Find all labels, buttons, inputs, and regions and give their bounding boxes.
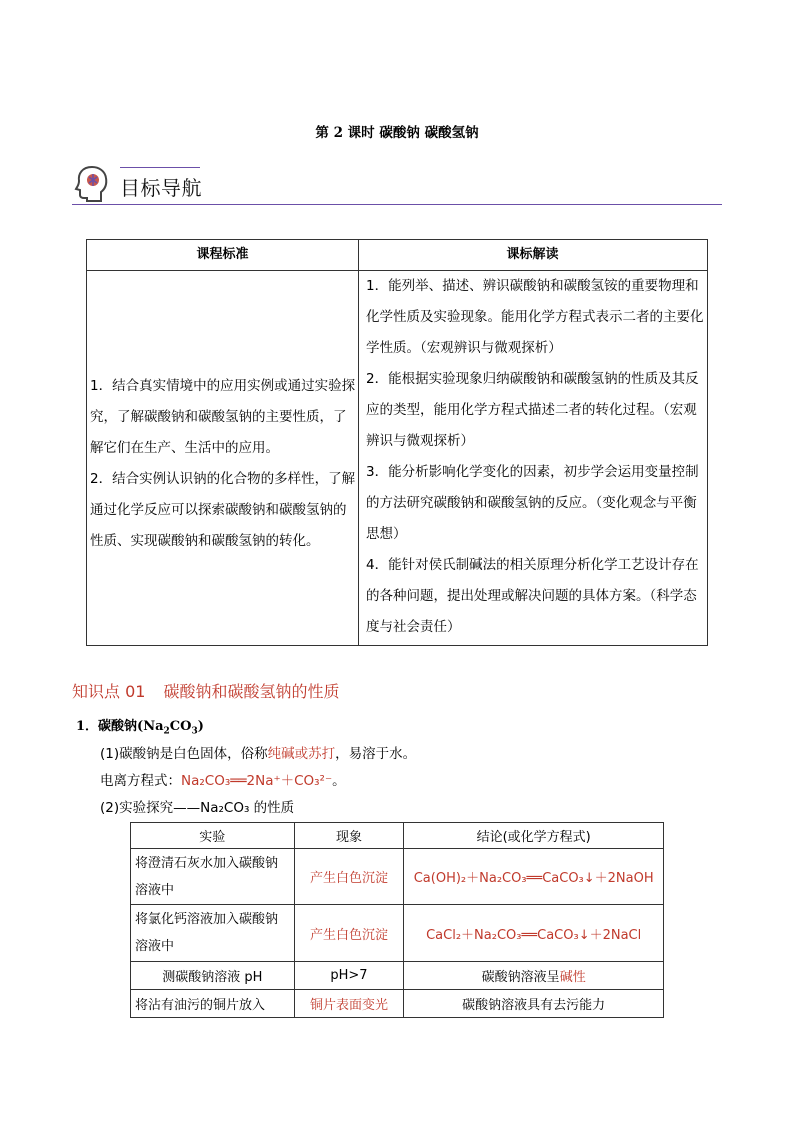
observation-cell: pH>7 bbox=[294, 961, 404, 989]
standard-item: 1．结合真实情境中的应用实例或通过实验探究，了解碳酸钠和碳酸氢钠的主要性质，了解它们在生产、生活中的应用。 bbox=[90, 378, 356, 456]
experiment-cell: 将氯化钙溶液加入碳酸钠溶液中 bbox=[131, 905, 295, 961]
experiment-cell: 将澄清石灰水加入碳酸钠溶液中 bbox=[131, 849, 295, 905]
knowledge-point-heading bbox=[72, 679, 339, 702]
header-cell: 结论(或化学方程式) bbox=[404, 823, 664, 849]
standard-item: 2．结合实例认识钠的化合物的多样性，了解通过化学反应可以探索碳酸钠和碳酸氢钠的性质、实现碳酸钠和碳酸氢钠的转化。 bbox=[90, 471, 356, 549]
knowledge-point-number: 知识点 01 bbox=[72, 682, 146, 701]
section-heading: 目标导航 bbox=[120, 176, 202, 200]
experiment-table bbox=[130, 822, 664, 1018]
paragraph-1: (1)碳酸钠是白色固体，俗称纯碱或苏打，易溶于水。 bbox=[100, 746, 417, 762]
section-header bbox=[72, 162, 724, 208]
conclusion-cell: 碳酸钠溶液具有去污能力 bbox=[404, 989, 664, 1017]
item-heading: 1．碳酸钠$(Na_2CO_3)$ bbox=[76, 719, 204, 737]
table-header-row bbox=[131, 823, 664, 849]
interpretation-item: 3．能分析影响化学变化的因素，初步学会运用变量控制的方法研究碳酸钠和碳酸氢钠的反应。（变化观念与平衡思想） bbox=[366, 464, 699, 542]
standards-text bbox=[90, 371, 356, 557]
conclusion-cell: 碳酸钠溶液呈碱性 bbox=[404, 961, 664, 989]
experiment-cell: 测碳酸钠溶液 pH bbox=[131, 961, 295, 989]
page-title: 第 2 课时 碳酸钠 碳酸氢钠 bbox=[315, 125, 479, 141]
header-cell: 实验 bbox=[131, 823, 295, 849]
paragraph-2: 电离方程式：Na₂CO₃══2Na⁺＋CO₃²⁻。 bbox=[100, 773, 346, 789]
observation-cell: 产生白色沉淀 bbox=[294, 849, 404, 905]
interpretation-item: 1．能列举、描述、辨识碳酸钠和碳酸氢铵的重要物理和化学性质及实验现象。能用化学方程式表示二者的主要化学性质。（宏观辨识与微观探析） bbox=[366, 278, 704, 356]
conclusion-cell: CaCl₂＋Na₂CO₃══CaCO₃↓＋2NaCl bbox=[404, 905, 664, 961]
interpretation-item: 4．能针对侯氏制碱法的相关原理分析化学工艺设计存在的各种问题，提出处理或解决问题的具体方案。（科学态度与社会责任） bbox=[366, 557, 699, 635]
conclusion-cell: Ca(OH)₂＋Na₂CO₃══CaCO₃↓＋2NaOH bbox=[404, 849, 664, 905]
table-divider bbox=[358, 240, 359, 645]
answer-text: 纯碱或苏打 bbox=[267, 746, 336, 762]
table-row bbox=[131, 961, 664, 989]
experiment-cell: 将沾有油污的铜片放入 bbox=[131, 989, 295, 1017]
table-row bbox=[131, 905, 664, 961]
standards-table bbox=[86, 239, 708, 646]
interpretation-text bbox=[366, 271, 706, 643]
table-row bbox=[131, 989, 664, 1017]
table-row bbox=[131, 849, 664, 905]
observation-cell: 产生白色沉淀 bbox=[294, 905, 404, 961]
header-bottom-rule bbox=[72, 204, 722, 205]
col-header-interpretation: 课标解读 bbox=[358, 240, 707, 271]
paragraph-3: (2)实验探究——Na₂CO₃ 的性质 bbox=[100, 800, 295, 816]
observation-cell: 铜片表面变光 bbox=[294, 989, 404, 1017]
col-header-standards: 课程标准 bbox=[87, 240, 358, 271]
interpretation-item: 2．能根据实验现象归纳碳酸钠和碳酸氢钠的性质及其反应的类型，能用化学方程式描述二者的转化过程。（宏观辨识与微观探析） bbox=[366, 371, 699, 449]
knowledge-point-title: 碳酸钠和碳酸氢钠的性质 bbox=[163, 682, 340, 701]
header-top-rule bbox=[120, 167, 200, 168]
header-cell: 现象 bbox=[294, 823, 404, 849]
ionization-equation: Na₂CO₃══2Na⁺＋CO₃²⁻ bbox=[181, 773, 333, 789]
head-brain-icon bbox=[74, 164, 110, 202]
